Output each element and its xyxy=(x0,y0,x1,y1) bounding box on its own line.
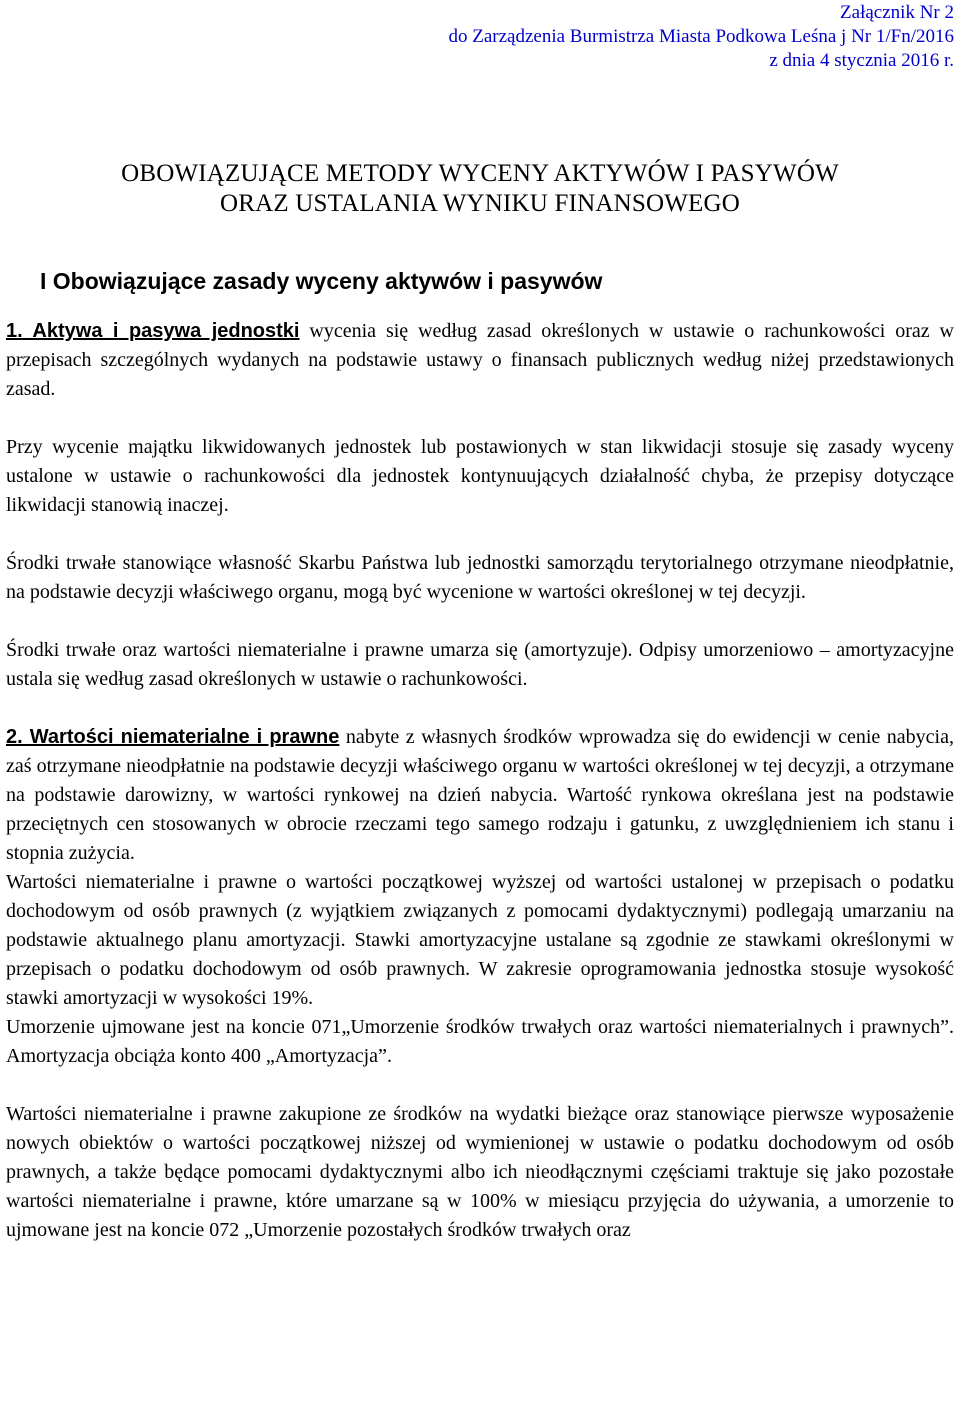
paragraph-6: Wartości niematerialne i prawne o wartości początkowej wyższej od wartości ustalonej w przepisach o podatku dochodowym od osób prawnych (z wyjątkiem związanych z pomocami dydaktycznymi) podlegają umarzaniu na podstawie aktualnego planu amortyzacji. Stawki amortyzacyjne ustalane są zgodnie ze stawkami określonymi w przepisach o podatku dochodowym od osób prawnych. W zakresie oprogramowania jednostka stosuje wysokość stawki amortyzacji w wysokości 19%. xyxy=(6,871,954,1009)
paragraph-1-text: wycenia się według zasad określonych w ustawie o rachunkowości oraz w przepisach szczególnych wydanych na podstawie ustawy o finansach publicznych według niżej przedstawionych zasad. xyxy=(6,320,954,400)
document-title xyxy=(6,159,954,219)
section-title: I Obowiązujące zasady wyceny aktywów i pasywów xyxy=(40,268,603,294)
paragraph-4: Środki trwałe oraz wartości niematerialne i prawne umarza się (amortyzuje). Odpisy umorzeniowo – amortyzacyjne ustala się według zasad określonych w ustawie o rachunkowości. xyxy=(6,639,954,690)
document-page xyxy=(6,0,954,1245)
document-title-line-2: ORAZ USTALANIA WYNIKU FINANSOWEGO xyxy=(219,190,741,217)
attachment-number: Załącznik Nr 2 xyxy=(840,2,954,23)
document-body xyxy=(6,317,954,1245)
paragraph-2: Przy wycenie majątku likwidowanych jednostek lub postawionych w stan likwidacji stosuje się zasady wyceny ustalone w ustawie o rachunkowości dla jednostek kontynuujących działalność chyba, że przepisy dotyczące likwidacji stanowią inaczej. xyxy=(6,436,954,516)
paragraph-8: Wartości niematerialne i prawne zakupione ze środków na wydatki bieżące oraz stanowiące pierwsze wyposażenie nowych obiektów o wartości początkowej niższej od wymienionej w ustawie o podatku dochodowym od osób prawnych, a także będące pomocami dydaktycznymi albo ich nieodłącznymi częściami traktuje się jako pozostałe wartości niematerialne i prawne, które umarzane są w 100% w miesiącu przyjęcia do używania, a umorzenie to ujmowane jest na koncie 072 „Umorzenie pozostałych środków trwałych oraz xyxy=(6,1103,954,1241)
paragraph-5 xyxy=(6,723,954,868)
attachment-date: z dnia 4 stycznia 2016 r. xyxy=(769,50,954,71)
paragraph-1-lead: 1. Aktywa i pasywa jednostki xyxy=(6,320,300,342)
paragraph-3: Środki trwałe stanowiące własność Skarbu Państwa lub jednostki samorządu terytorialnego otrzymane nieodpłatnie, na podstawie decyzji właściwego organu, mogą być wycenione w wartości określonej w tej decyzji. xyxy=(6,552,954,603)
document-title-line-1: OBOWIĄZUJĄCE METODY WYCENY AKTYWÓW I PASYWÓW xyxy=(121,160,839,187)
attachment-header xyxy=(6,1,954,73)
paragraph-5-text: nabyte z własnych środków wprowadza się do ewidencji w cenie nabycia, zaś otrzymane nieodpłatnie na podstawie decyzji właściwego organu w wartości określonej w tej decyzji, a otrzymane na podstawie darowizny, w wartości rynkowej na dzień nabycia. Wartość rynkowa określana jest na podstawie przeciętnych cen stosowanych w obrocie rzeczami tego samego rodzaju i gatunku, z uwzględnieniem ich stanu i stopnia zużycia. xyxy=(6,726,954,864)
attachment-ordinance: do Zarządzenia Burmistrza Miasta Podkowa Leśna j Nr 1/Fn/2016 xyxy=(448,26,954,47)
paragraph-5-lead: 2. Wartości niematerialne i prawne xyxy=(6,726,340,748)
paragraph-7: Umorzenie ujmowane jest na koncie 071„Umorzenie środków trwałych oraz wartości niematerialnych i prawnych”. Amortyzacja obciąża konto 400 „Amortyzacja”. xyxy=(6,1016,954,1067)
paragraph-1 xyxy=(6,317,954,404)
